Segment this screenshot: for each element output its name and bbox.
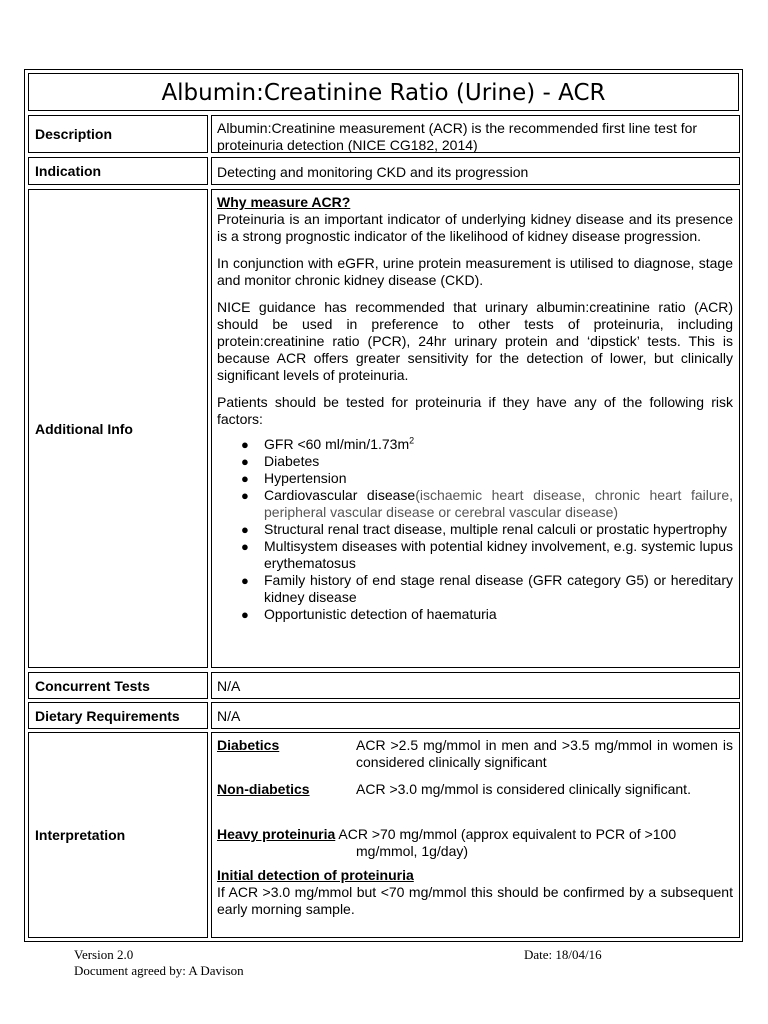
risk-haematuria: Opportunistic detection of haematuria <box>264 606 497 622</box>
indication-label: Indication <box>28 157 208 185</box>
interpretation-content <box>211 732 740 938</box>
bullet-icon: ● <box>241 437 249 452</box>
risk-multisystem: Multisystem diseases with potential kidney involvement, e.g. systemic lupus erythematosus <box>264 538 733 571</box>
list-item <box>217 487 733 521</box>
additional-paragraph-3: NICE guidance has recommended that urinary albumin:creatinine ratio (ACR) should be used in preference to other tests of proteinuria, including protein:creatinine ratio (PCR), 24hr urinary protein and ‘dipstick’ tests. This is because ACR offers greater sensitivity for the detection of lower, but clinically significant levels of proteinuria. <box>217 299 733 383</box>
additional-info-content <box>211 189 740 668</box>
bullet-icon: ● <box>241 454 249 469</box>
bullet-icon: ● <box>241 471 249 486</box>
risk-cardio: Cardiovascular disease <box>264 487 416 503</box>
additional-paragraph-4: Patients should be tested for proteinuria if they have any of the following risk factors: <box>217 394 733 427</box>
footer-agreed-by: Document agreed by: A Davison <box>74 963 244 978</box>
risk-hypertension: Hypertension <box>264 470 347 486</box>
interpretation-label: Interpretation <box>28 732 208 938</box>
additional-paragraph-1: Proteinuria is an important indicator of underlying kidney disease and its presence is a strong prognostic indicator of the likelihood of kidney disease progression. <box>217 211 733 244</box>
concurrent-tests-value: N/A <box>211 672 740 699</box>
nondiabetics-row <box>217 781 733 798</box>
initial-detection-text: If ACR >3.0 mg/mmol but <70 mg/mmol this should be confirmed by a subsequent early morning sample. <box>217 884 733 917</box>
heavy-proteinuria-value-cont: mg/mmol, 1g/day) <box>356 843 469 859</box>
description-label: Description <box>28 115 208 153</box>
dietary-requirements-label: Dietary Requirements <box>28 702 208 729</box>
nondiabetics-key: Non-diabetics <box>217 781 310 797</box>
list-item <box>217 453 733 470</box>
risk-diabetes: Diabetes <box>264 453 320 469</box>
list-item <box>217 606 733 623</box>
footer-date: Date: 18/04/16 <box>524 947 602 962</box>
bullet-icon: ● <box>241 488 249 503</box>
diabetics-row <box>217 737 733 771</box>
diabetics-value: ACR >2.5 mg/mmol in men and >3.5 mg/mmol in women is considered clinically significant <box>356 737 733 770</box>
list-item <box>217 470 733 487</box>
risk-factor-list <box>217 436 733 623</box>
why-measure-heading: Why measure ACR? <box>217 194 351 210</box>
concurrent-tests-label: Concurrent Tests <box>28 672 208 699</box>
bullet-icon: ● <box>241 522 249 537</box>
list-item <box>217 538 733 572</box>
risk-family: Family history of end stage renal disease (GFR category G5) or hereditary kidney disease <box>264 572 733 605</box>
additional-info-label: Additional Info <box>28 189 208 668</box>
bullet-icon: ● <box>241 573 249 588</box>
heavy-proteinuria-row <box>217 826 733 860</box>
description-text: Albumin:Creatinine measurement (ACR) is the recommended first line test for proteinuria detection (NICE CG182, 2014) <box>211 115 740 153</box>
nondiabetics-value: ACR >3.0 mg/mmol is considered clinically significant. <box>356 781 691 797</box>
initial-detection-heading: Initial detection of proteinuria <box>217 867 414 883</box>
list-item <box>217 521 733 538</box>
dietary-requirements-value: N/A <box>211 702 740 729</box>
diabetics-key: Diabetics <box>217 737 280 753</box>
risk-gfr-superscript: 2 <box>409 435 415 446</box>
additional-paragraph-2: In conjunction with eGFR, urine protein measurement is utilised to diagnose, stage and monitor chronic kidney disease (CKD). <box>217 255 733 288</box>
list-item <box>217 572 733 606</box>
heavy-proteinuria-key: Heavy proteinuria <box>217 826 336 842</box>
bullet-icon: ● <box>241 539 249 554</box>
page-title: Albumin:Creatinine Ratio (Urine) - ACR <box>28 73 739 111</box>
heavy-proteinuria-value: ACR >70 mg/mmol (approx equivalent to PCR of >100 <box>338 826 677 842</box>
list-item <box>217 436 733 453</box>
footer-version: Version 2.0 <box>74 947 134 962</box>
risk-cardio-detail: (ischaemic heart disease, chronic heart failure, peripheral vascular disease or cerebral vascular disease) <box>264 487 733 520</box>
risk-gfr: GFR <60 ml/min/1.73m <box>264 436 410 452</box>
bullet-icon: ● <box>241 607 249 622</box>
risk-structural: Structural renal tract disease, multiple renal calculi or prostatic hypertrophy <box>264 521 727 537</box>
indication-text: Detecting and monitoring CKD and its progression <box>211 157 740 185</box>
